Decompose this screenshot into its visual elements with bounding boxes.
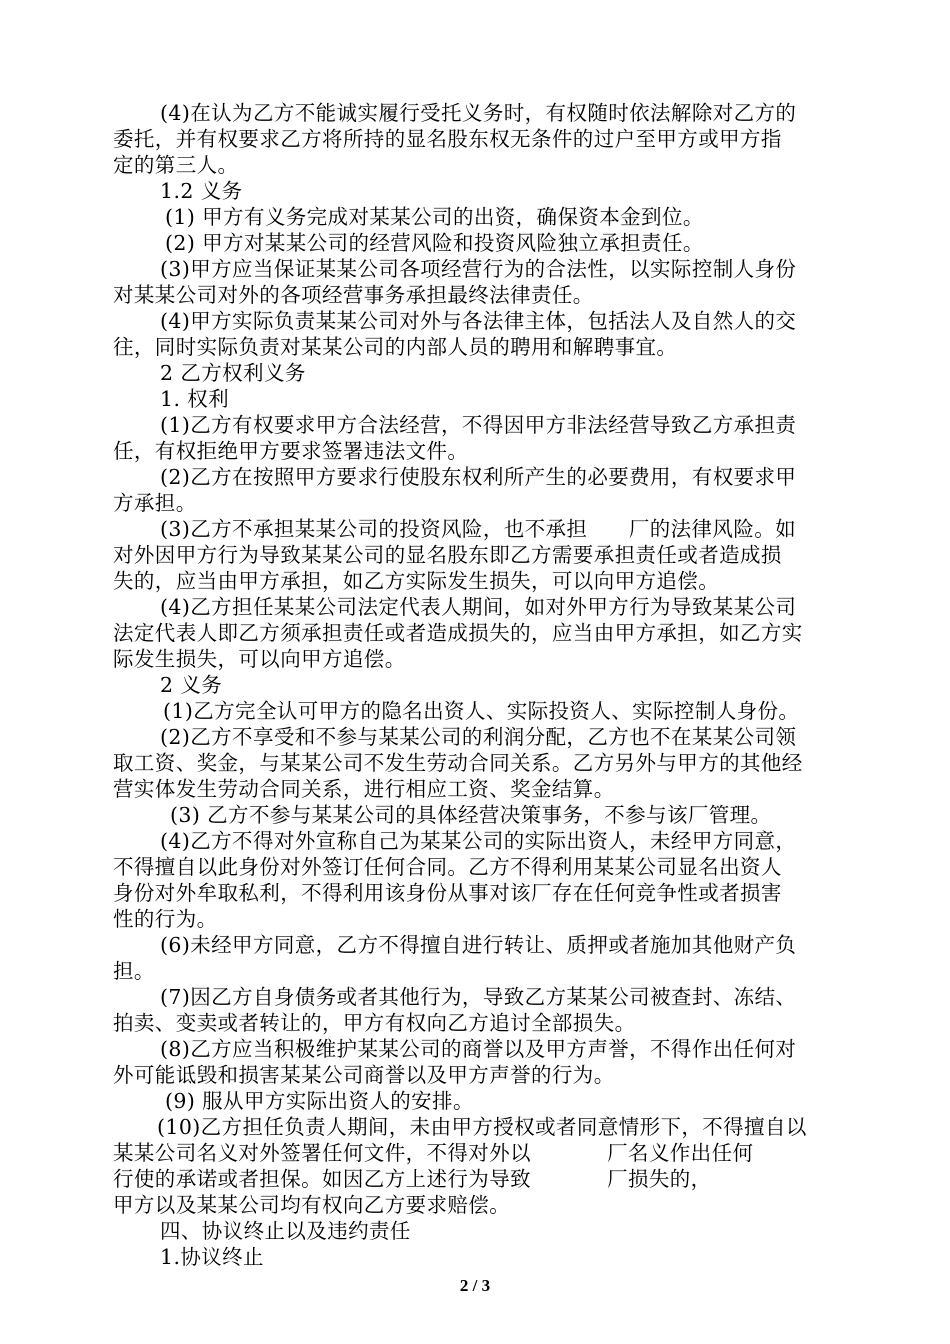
text-line: (2)乙方在按照甲方要求行使股东权利所产生的必要费用，有权要求甲: [160, 465, 797, 489]
text-line: 定的第三人。: [113, 153, 239, 177]
text-line: 甲方以及某某公司均有权向乙方要求赔偿。: [113, 1193, 511, 1217]
text-line: 拍卖、变卖或者转让的，甲方有权向乙方追讨全部损失。: [113, 1011, 636, 1035]
text-line: 担。: [113, 959, 155, 983]
text-line: 际发生损失，可以向甲方追偿。: [113, 647, 406, 671]
text-line: 方承担。: [113, 491, 197, 515]
text-line: 任，有权拒绝甲方要求签署违法文件。: [113, 439, 469, 463]
text-line: 外可能诋毁和损害某某公司商誉以及甲方声誉的行为。: [113, 1063, 615, 1087]
section-heading: 1.2 义务: [160, 179, 243, 203]
text-line: 某某公司名义对外签署任何文件，不得对外以 厂名义作出任何: [113, 1141, 754, 1165]
text-line: (10)乙方担任负责人期间，未由甲方授权或者同意情形下，不得擅自以: [157, 1115, 807, 1139]
text-line: 取工资、奖金，与某某公司不发生劳动合同关系。乙方另外与甲方的其他经: [113, 751, 803, 775]
page-number: 2 / 3: [459, 1276, 491, 1295]
section-heading: 1. 权利: [160, 387, 230, 411]
text-line: (1) 甲方有义务完成对某某公司的出资，确保资本金到位。: [165, 205, 704, 229]
text-line: 营实体发生劳动合同关系，进行相应工资、奖金结算。: [113, 777, 615, 801]
text-line: (1)乙方有权要求甲方合法经营，不得因甲方非法经营导致乙方承担责: [160, 413, 797, 437]
text-line: 委托，并有权要求乙方将所持的显名股东权无条件的过户至甲方或甲方指: [113, 127, 782, 151]
text-line: 行使的承诺或者担保。如因乙方上述行为导致 厂损失的，: [113, 1167, 712, 1191]
text-line: (4)甲方实际负责某某公司对外与各法律主体，包括法人及自然人的交: [160, 309, 797, 333]
text-line: 不得擅自以此身份对外签订任何合同。乙方不得利用某某公司显名出资人: [113, 855, 782, 879]
text-line: 身份对外牟取私利，不得利用该身份从事对该厂存在任何竞争性或者损害: [113, 881, 782, 905]
section-heading: 四、协议终止以及违约责任: [160, 1219, 411, 1243]
text-line: (7)因乙方自身债务或者其他行为，导致乙方某某公司被查封、冻结、: [160, 985, 797, 1009]
section-heading: 2 乙方权利义务: [160, 361, 306, 385]
text-line: (9) 服从甲方实际出资人的安排。: [165, 1089, 474, 1113]
text-line: (4)在认为乙方不能诚实履行受托义务时，有权随时依法解除对乙方的: [160, 101, 797, 125]
text-line: (3) 乙方不参与某某公司的具体经营决策事务，不参与该厂管理。: [170, 803, 772, 827]
text-line: 性的行为。: [113, 907, 218, 931]
text-line: (1)乙方完全认可甲方的隐名出资人、实际投资人、实际控制人身份。: [163, 699, 800, 723]
text-line: (2)乙方不享受和不参与某某公司的利润分配，乙方也不在某某公司领: [160, 725, 797, 749]
text-line: (4)乙方担任某某公司法定代表人期间，如对外甲方行为导致某某公司: [160, 595, 797, 619]
text-line: (3)乙方不承担某某公司的投资风险，也不承担 厂的法律风险。如: [160, 517, 797, 541]
text-line: (4)乙方不得对外宣称自己为某某公司的实际出资人，未经甲方同意，: [160, 829, 797, 853]
section-heading: 2 义务: [160, 673, 223, 697]
text-line: (8)乙方应当积极维护某某公司的商誉以及甲方声誉，不得作出任何对: [160, 1037, 797, 1061]
text-line: 法定代表人即乙方须承担责任或者造成损失的，应当由甲方承担，如乙方实: [113, 621, 803, 645]
section-heading: 1.协议终止: [160, 1245, 264, 1269]
text-line: 对某某公司对外的各项经营事务承担最终法律责任。: [113, 283, 594, 307]
text-line: 对外因甲方行为导致某某公司的显名股东即乙方需要承担责任或者造成损: [113, 543, 782, 567]
text-line: 失的，应当由甲方承担，如乙方实际发生损失，可以向甲方追偿。: [113, 569, 720, 593]
text-line: 往，同时实际负责对某某公司的内部人员的聘用和解聘事宜。: [113, 335, 678, 359]
text-line: (3)甲方应当保证某某公司各项经营行为的合法性，以实际控制人身份: [160, 257, 797, 281]
text-line: (2) 甲方对某某公司的经营风险和投资风险独立承担责任。: [165, 231, 704, 255]
text-line: (6)未经甲方同意，乙方不得擅自进行转让、质押或者施加其他财产负: [160, 933, 797, 957]
